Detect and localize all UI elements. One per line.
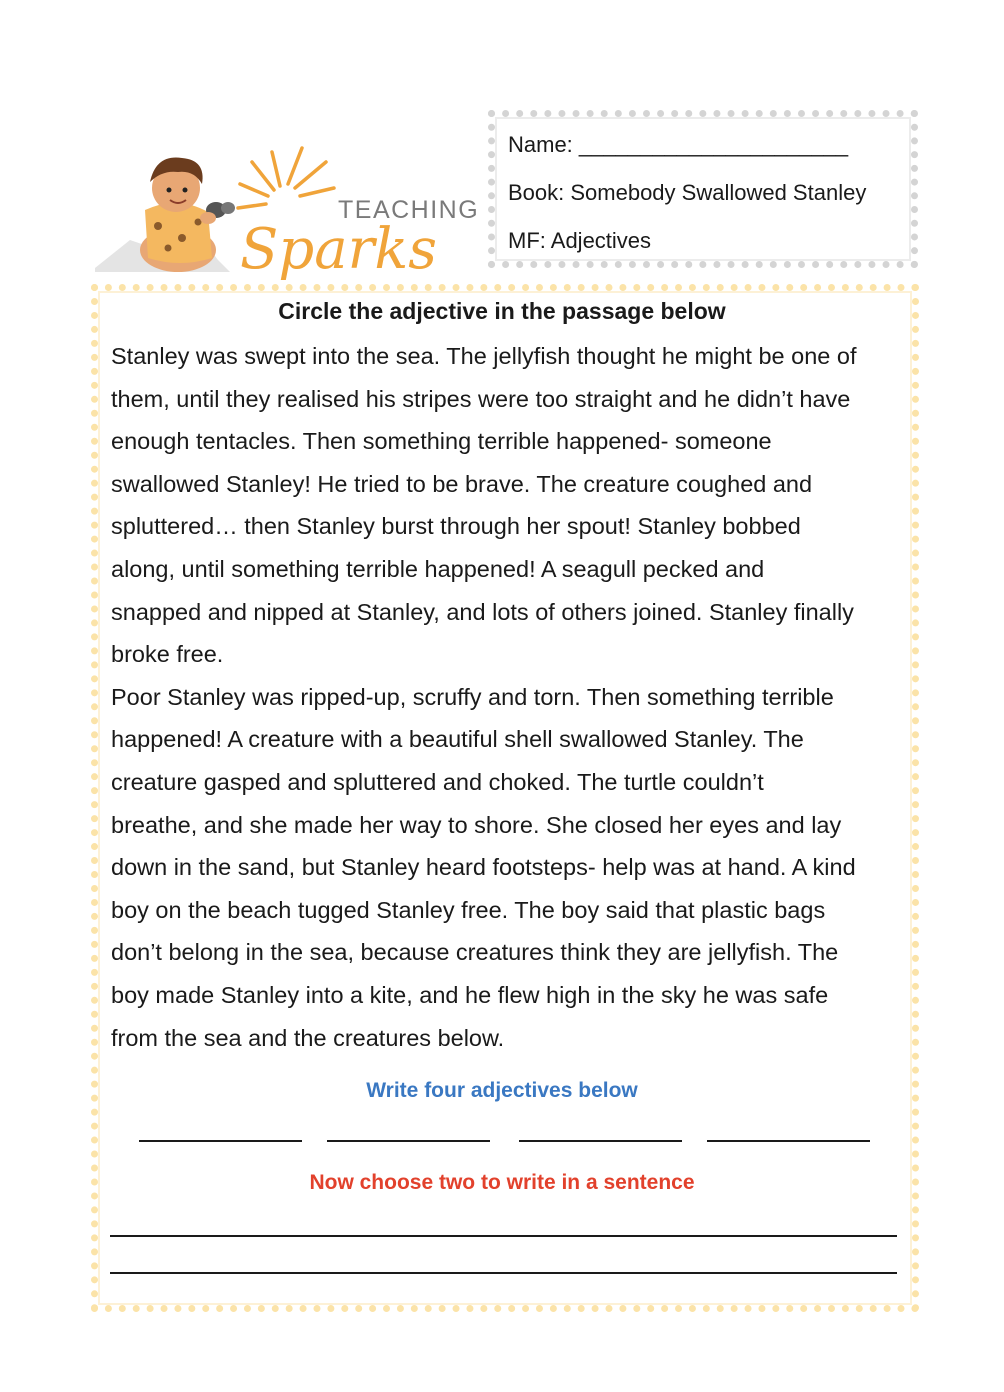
passage-line: enough tentacles. Then something terrible happened- someone <box>111 428 772 455</box>
name-field-label[interactable]: Name: ______________________ <box>508 132 849 157</box>
adjective-blank-2[interactable] <box>327 1140 490 1142</box>
story-passage <box>111 335 911 1059</box>
adjective-blank-1[interactable] <box>139 1140 302 1142</box>
sentence-line-1[interactable] <box>110 1235 897 1237</box>
passage-line: swallowed Stanley! He tried to be brave. The creature coughed and <box>111 470 813 497</box>
logo-graphic <box>90 140 480 285</box>
caveman-mascot-icon <box>140 158 235 273</box>
teaching-sparks-logo <box>90 140 480 285</box>
passage-line: from the sea and the creatures below. <box>111 1024 505 1051</box>
passage-line: broke free. <box>111 641 224 668</box>
sentence-prompt: Now choose two to write in a sentence <box>309 1171 695 1194</box>
passage-line: down in the sand, but Stanley heard footsteps- help was at hand. A kind <box>111 854 856 881</box>
passage-line: along, until something terrible happened! A seagull pecked and <box>111 555 765 582</box>
passage-line: Stanley was swept into the sea. The jellyfish thought he might be one of <box>111 343 857 369</box>
instruction-heading: Circle the adjective in the passage below <box>278 298 726 324</box>
passage-line: happened! A creature with a beautiful shell swallowed Stanley. The <box>111 726 804 753</box>
passage-line: boy made Stanley into a kite, and he flew high in the sky he was safe <box>111 981 829 1008</box>
passage-line: creature gasped and spluttered and choked. The turtle couldn’t <box>111 768 764 795</box>
book-title-label: Book: Somebody Swallowed Stanley <box>508 180 867 205</box>
student-info-box <box>488 110 918 268</box>
passage-line: snapped and nipped at Stanley, and lots of others joined. Stanley finally <box>111 598 854 625</box>
adjective-blank-3[interactable] <box>519 1140 682 1142</box>
passage-line: them, until they realised his stripes were too straight and he didn’t have <box>111 385 851 412</box>
sentence-line-2[interactable] <box>110 1272 897 1274</box>
spark-rays-icon <box>238 148 334 208</box>
passage-line: Poor Stanley was ripped-up, scruffy and torn. Then something terrible <box>111 683 834 710</box>
passage-line: spluttered… then Stanley burst through her spout! Stanley bobbed <box>111 513 801 540</box>
passage-line: breathe, and she made her way to shore. She closed her eyes and lay <box>111 811 842 838</box>
adjectives-prompt: Write four adjectives below <box>366 1079 638 1102</box>
passage-line: don’t belong in the sea, because creatures think they are jellyfish. The <box>111 939 839 966</box>
passage-line: boy on the beach tugged Stanley free. The boy said that plastic bags <box>111 896 826 923</box>
focus-label: MF: Adjectives <box>508 228 652 253</box>
adjective-blank-4[interactable] <box>707 1140 870 1142</box>
logo-teaching-text: TEACHING <box>338 196 480 224</box>
logo-sparks-text: Sparks <box>240 217 438 282</box>
